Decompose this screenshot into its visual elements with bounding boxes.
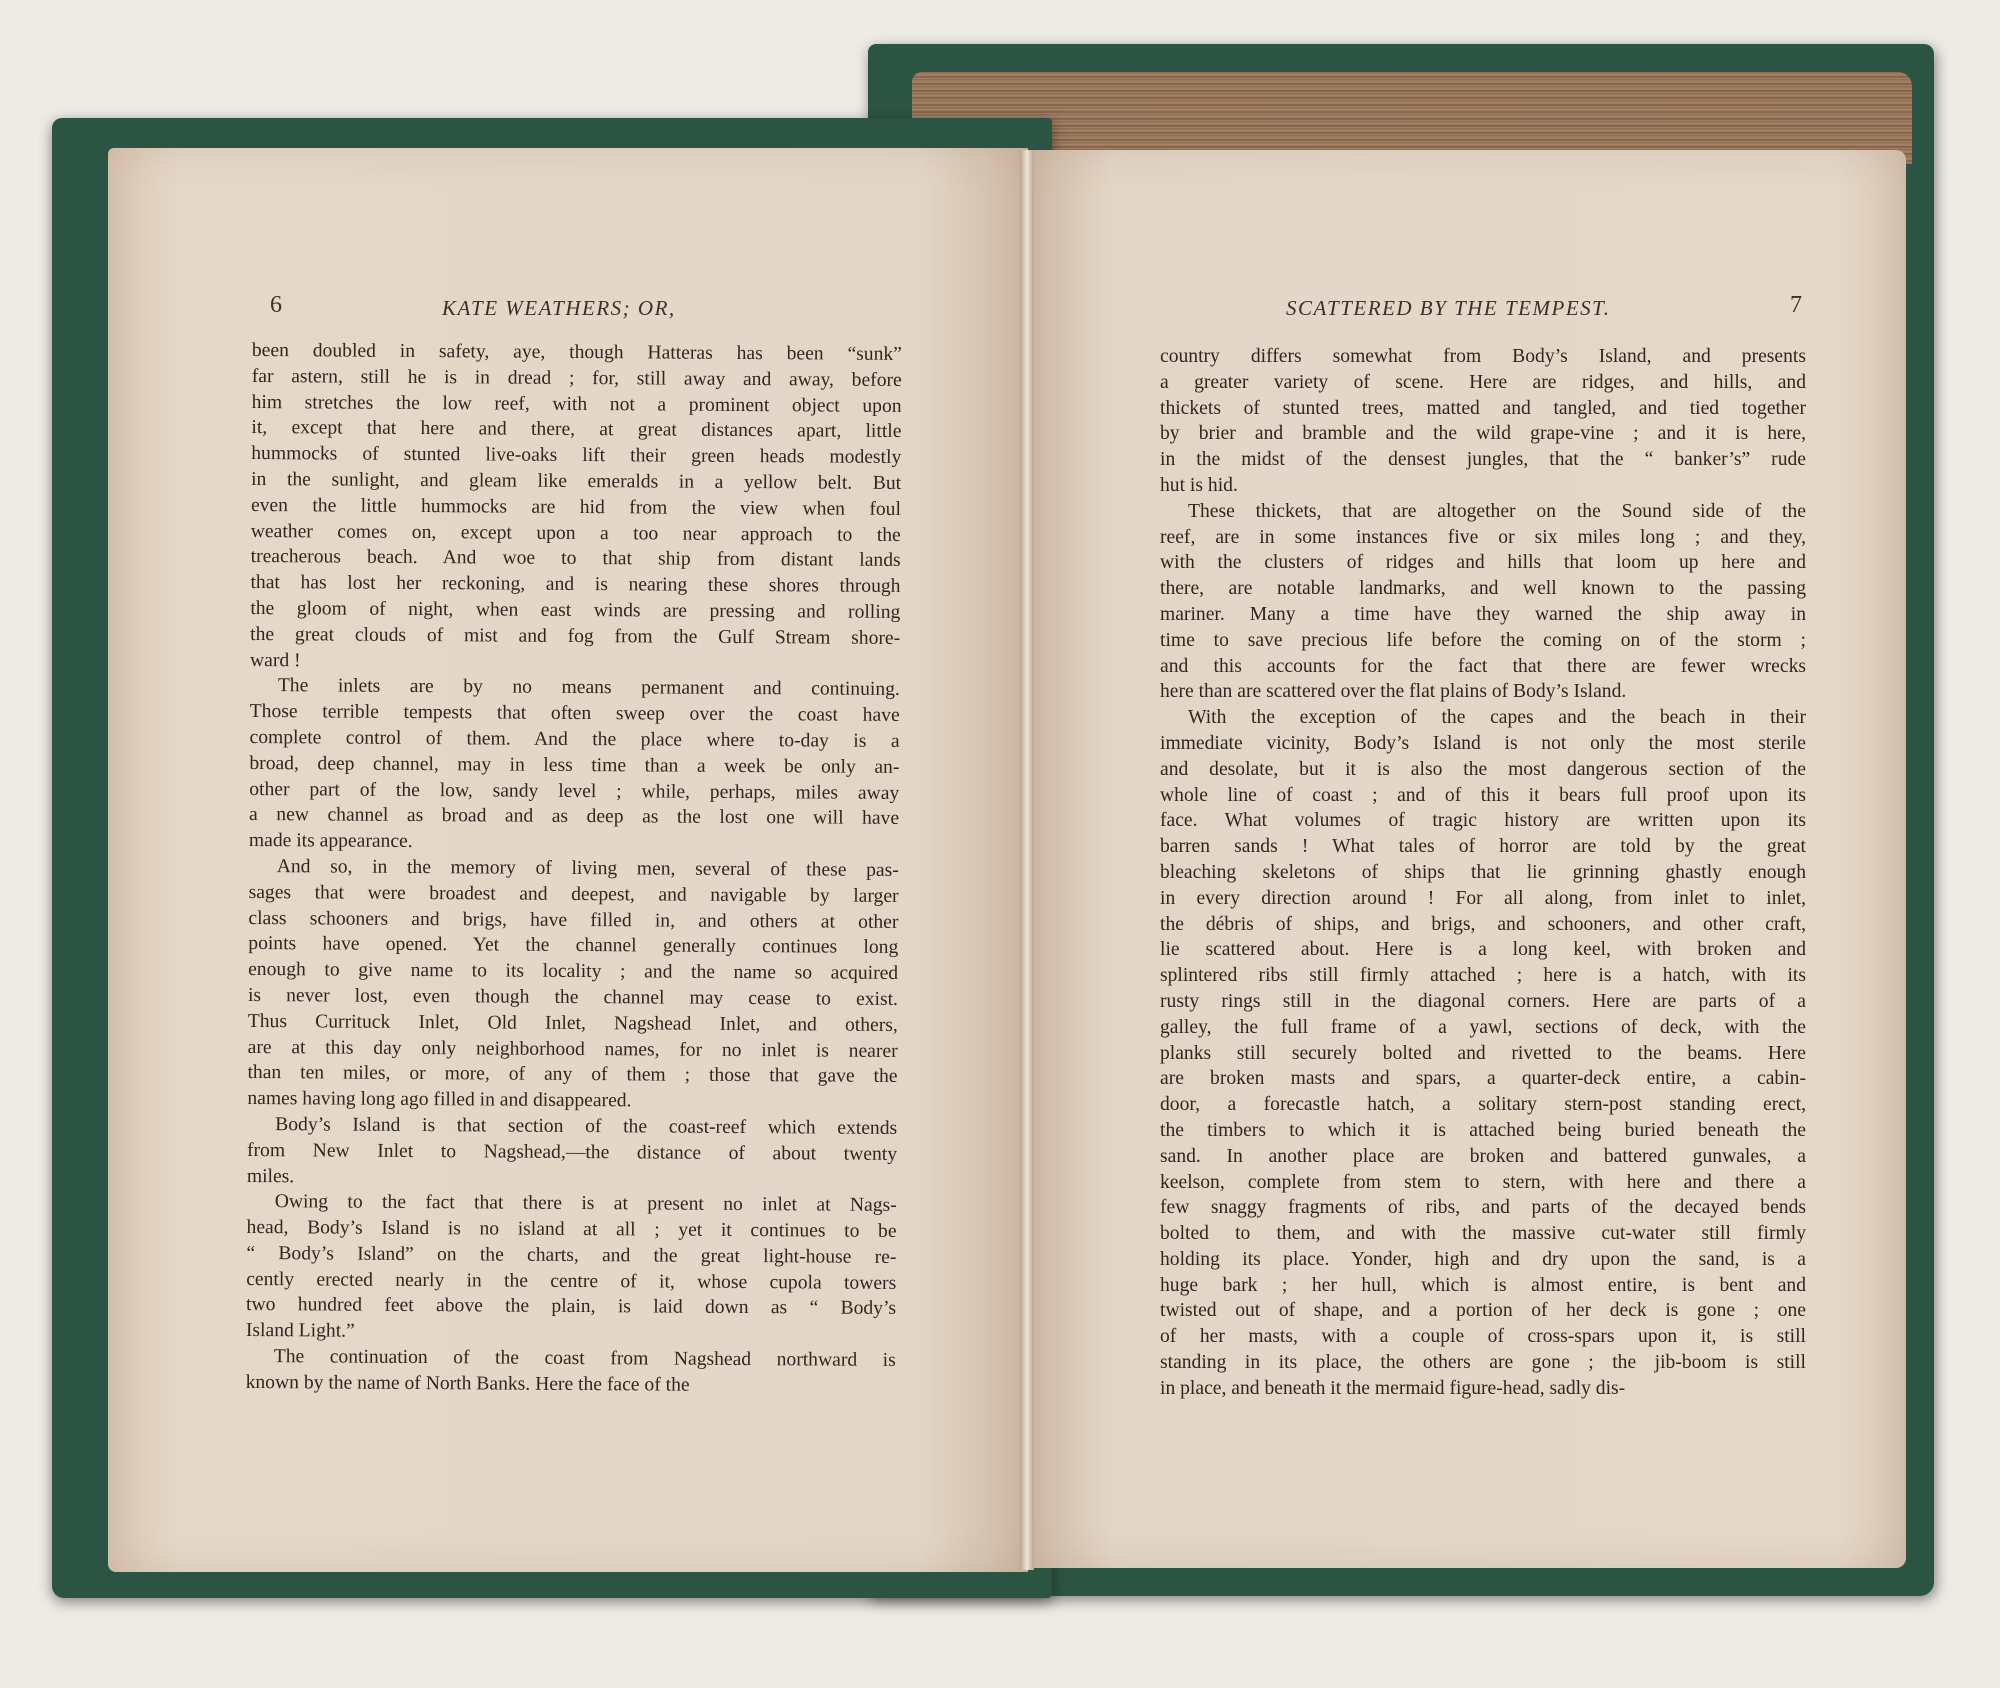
text-line: treacherous beach. And woe to that ship from distant lands [250, 546, 901, 572]
text-line: and desolate, but it is also the most dangerous section of the [1160, 758, 1806, 780]
text-line: two hundred feet above the plain, is laid down as “ Body’s [246, 1294, 897, 1320]
left-running-head: KATE WEATHERS; OR, [442, 296, 676, 320]
text-line: him stretches the low reef, with not a prominent object upon [251, 391, 902, 417]
text-line: Thus Currituck Inlet, Old Inlet, Nagshead Inlet, and others, [247, 1010, 898, 1036]
text-line: standing in its place, the others are gone ; the jib-boom is still [1160, 1352, 1806, 1374]
text-line: Island Light.” [245, 1320, 355, 1342]
text-line: door, a forecastle hatch, a solitary stern-post standing erect, [1160, 1094, 1806, 1116]
text-line: sages that were broadest and deepest, and navigable by larger [248, 881, 899, 907]
text-line: there, are notable landmarks, and well known to the passing [1160, 578, 1806, 600]
text-line: Those terrible tempests that often sweep over the coast have [249, 701, 900, 727]
text-line: are broken masts and spars, a quarter-deck entire, a cabin- [1160, 1068, 1806, 1090]
text-line: sand. In another place are broken and battered gunwales, a [1160, 1145, 1806, 1167]
text-line: made its appearance. [248, 830, 413, 853]
text-line: splintered ribs still firmly attached ; here is a hatch, with its [1160, 965, 1806, 987]
text-line: holding its place. Yonder, high and dry upon the sand, is a [1160, 1248, 1806, 1270]
text-line: even the little hummocks are hid from the view when foul [250, 494, 902, 520]
text-line: the gloom of night, when east winds are pressing and rolling [250, 597, 901, 623]
text-line: in the sunlight, and gleam like emeralds in a yellow belt. But [251, 468, 902, 494]
text-line: with the clusters of ridges and hills that loom up here and [1160, 552, 1806, 574]
text-line: from New Inlet to Nagshead,—the distance of about twenty [246, 1139, 898, 1165]
text-line: broad, deep channel, may in less time than a week be only an- [249, 752, 900, 778]
text-line: “ Body’s Island” on the charts, and the great light-house re- [246, 1242, 897, 1268]
text-line: miles. [246, 1165, 295, 1187]
left-page-text [246, 338, 902, 1400]
text-line: Body’s Island is that section of the coast-reef which extends [275, 1114, 898, 1139]
text-line: in place, and beneath it the mermaid figure-head, sadly dis- [1160, 1377, 1626, 1399]
text-line: few snaggy fragments of ribs, and parts of the decayed bends [1160, 1197, 1806, 1219]
text-line: These thickets, that are altogether on the Sound side of the [1188, 500, 1806, 522]
text-line: of her masts, with a couple of cross-spars upon it, is still [1160, 1326, 1806, 1348]
text-line: The inlets are by no means permanent and continuing. [277, 675, 900, 701]
text-line: whole line of coast ; and of this it bears full proof upon its [1160, 784, 1806, 806]
text-line: a greater variety of scene. Here are ridges, and hills, and [1160, 371, 1806, 393]
text-line: complete control of them. And the place where to-day is a [249, 726, 900, 752]
text-line: is never lost, even though the channel may cease to exist. [247, 984, 899, 1010]
text-line: ward ! [249, 649, 301, 671]
right-running-head: SCATTERED BY THE TEMPEST. [1286, 296, 1611, 320]
right-page-number: 7 [1790, 292, 1802, 318]
text-line: mariner. Many a time have they warned the ship away in [1160, 603, 1806, 625]
text-line: names having long ago filled in and disappeared. [247, 1088, 632, 1112]
text-line: huge bark ; her hull, which is almost entire, is bent and [1160, 1274, 1806, 1296]
text-line: planks still securely bolted and rivetted to the beams. Here [1160, 1042, 1806, 1064]
text-line: face. What volumes of tragic history are written upon its [1160, 810, 1806, 832]
text-line: bolted to them, and with the massive cut-water still firmly [1160, 1223, 1806, 1245]
text-line: hut is hid. [1160, 474, 1238, 496]
text-line: known by the name of North Banks. Here the face of the [245, 1371, 690, 1396]
text-line: thickets of stunted trees, matted and tangled, and tied together [1160, 397, 1806, 419]
text-line: country differs somewhat from Body’s Island, and presents [1160, 346, 1806, 367]
text-line: bleaching skeletons of ships that lie grinning ghastly enough [1160, 861, 1806, 883]
text-line: and this accounts for the fact that there are fewer wrecks [1160, 655, 1806, 677]
text-line: in every direction around ! For all along, from inlet to inlet, [1160, 887, 1806, 909]
text-line: And so, in the memory of living men, several of these pas- [276, 856, 899, 881]
text-line: weather comes on, except upon a too near approach to the [250, 520, 901, 546]
text-line: head, Body’s Island is no island at all ; yet it continues to be [246, 1217, 897, 1243]
text-line: been doubled in safety, aye, though Hatteras has been “sunk” [251, 339, 902, 365]
text-line: barren sands ! What tales of horror are told by the great [1160, 836, 1806, 858]
right-page-text [1160, 344, 1806, 1402]
text-line: other part of the low, sandy level ; while, perhaps, miles away [249, 778, 900, 804]
text-line: in the midst of the densest jungles, that the “ banker’s” rude [1160, 449, 1806, 471]
text-line: twisted out of shape, and a portion of her deck is gone ; one [1160, 1300, 1806, 1322]
text-line: it, except that here and there, at great distances apart, little [251, 417, 902, 443]
text-line: the great clouds of mist and fog from the Gulf Stream shore- [250, 623, 901, 649]
text-line: the timbers to which it is attached being buried beneath the [1160, 1119, 1806, 1141]
book-gutter [1020, 150, 1034, 1570]
text-line: enough to give name to its locality ; and the name so acquired [248, 959, 899, 985]
text-line: keelson, complete from stem to stern, with here and there a [1160, 1171, 1806, 1193]
left-page-number: 6 [270, 292, 282, 318]
text-line: lie scattered about. Here is a long keel, with broken and [1160, 939, 1806, 961]
text-line: class schooners and brigs, have filled in, and others at other [248, 907, 899, 933]
text-line: The continuation of the coast from Nagshead northward is [273, 1346, 896, 1372]
text-line: by brier and bramble and the wild grape-vine ; and it is here, [1160, 423, 1806, 445]
text-line: immediate vicinity, Body’s Island is not only the most sterile [1160, 732, 1806, 754]
text-line: the débris of ships, and brigs, and schooners, and other craft, [1160, 913, 1806, 935]
text-line: reef, are in some instances five or six miles long ; and they, [1160, 526, 1806, 548]
text-line: are at this day only neighborhood names, for no inlet is nearer [247, 1036, 898, 1062]
text-line: galley, the full frame of a yawl, sections of deck, with the [1160, 1016, 1806, 1038]
text-line: Owing to the fact that there is at present no inlet at Nags- [274, 1191, 897, 1217]
text-line: rusty rings still in the diagonal corners. Here are parts of a [1160, 990, 1806, 1012]
text-line: cently erected nearly in the centre of it, whose cupola towers [246, 1268, 897, 1294]
text-line: far astern, still he is in dread ; for, still away and away, before [251, 365, 902, 391]
text-line: hummocks of stunted live-oaks lift their green heads modestly [251, 443, 902, 469]
text-line: here than are scattered over the flat plains of Body’s Island. [1160, 681, 1627, 703]
text-line: With the exception of the capes and the beach in their [1188, 707, 1806, 729]
text-line: that has lost her reckoning, and is nearing these shores through [250, 572, 901, 598]
text-line: points have opened. Yet the channel generally continues long [248, 933, 899, 959]
text-line: a new channel as broad and as deep as the lost one will have [249, 804, 900, 830]
text-line: than ten miles, or more, of any of them ; those that gave the [247, 1062, 898, 1088]
text-line: time to save precious life before the coming on of the storm ; [1160, 629, 1806, 651]
